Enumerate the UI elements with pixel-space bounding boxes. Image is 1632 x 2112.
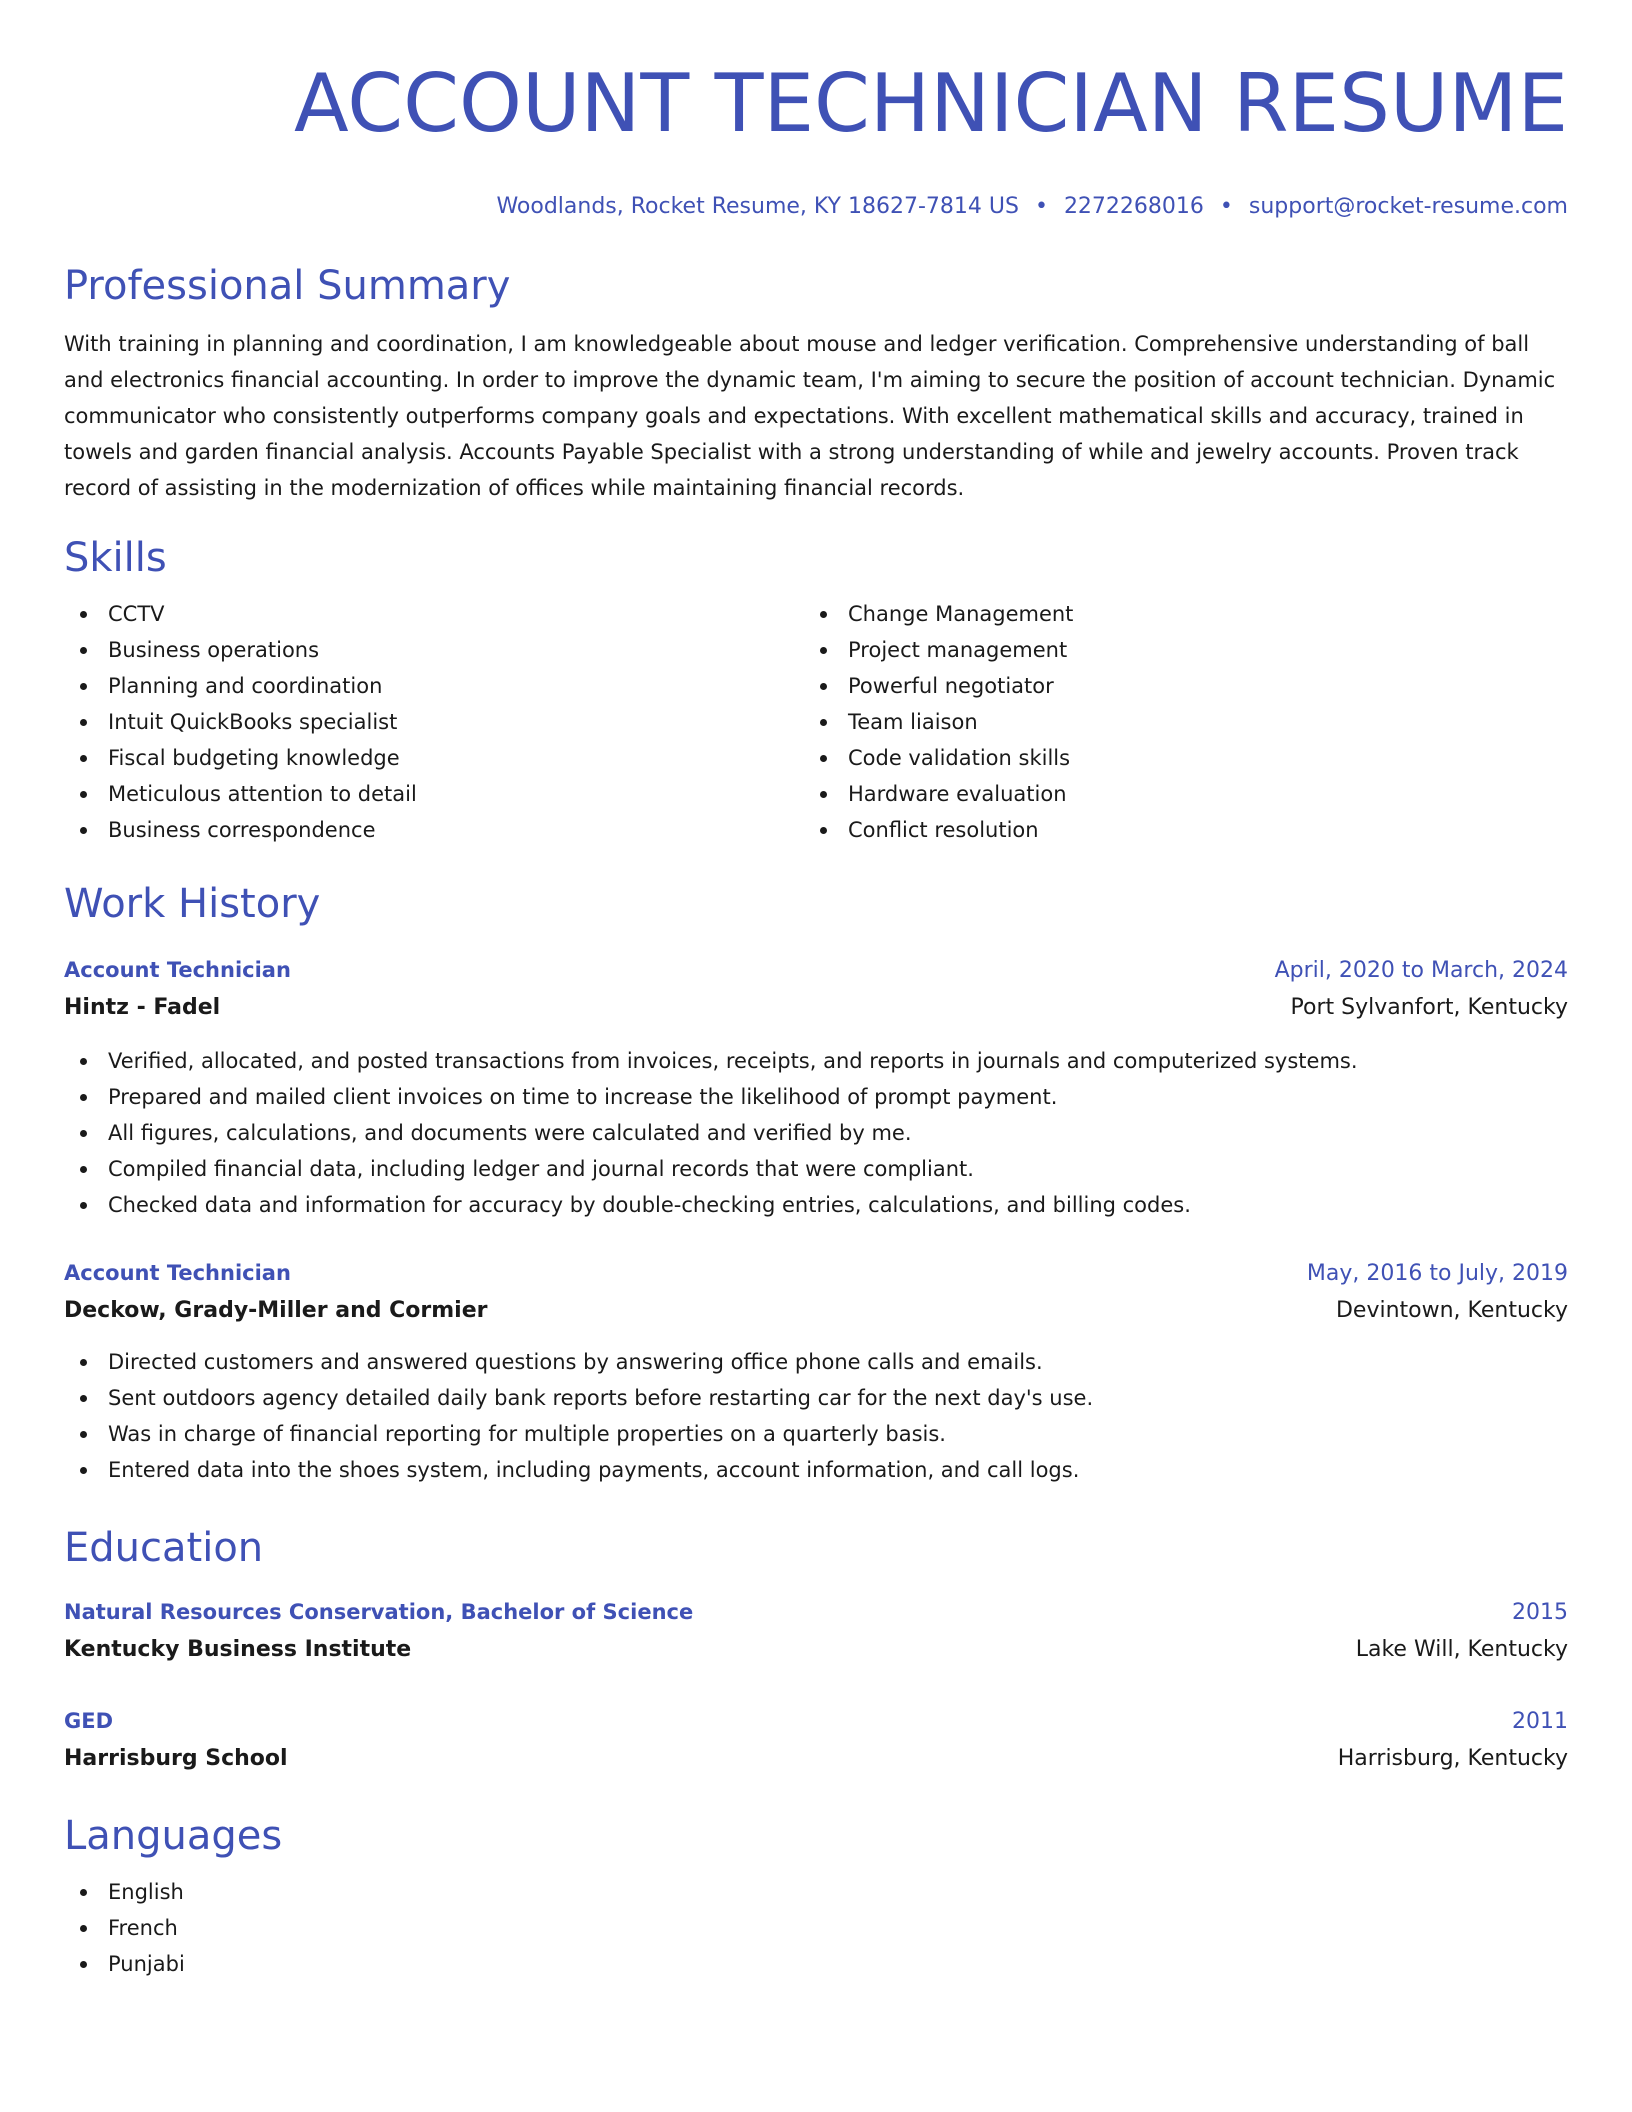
skill-item: CCTV — [64, 596, 804, 632]
duty-item: All figures, calculations, and documents were calculated and verified by me. — [64, 1115, 1568, 1151]
job-dates: May, 2016 to July, 2019 — [1306, 1261, 1568, 1286]
summary-heading: Professional Summary — [64, 263, 511, 309]
skill-item: Code validation skills — [804, 740, 1544, 776]
skill-item: Change Management — [804, 596, 1544, 632]
skills-column-left — [64, 596, 804, 848]
graduation-year: 2011 — [1512, 1709, 1568, 1734]
company-name: Deckow, Grady-Miller and Cormier — [64, 1298, 488, 1323]
job-title: Account Technician — [64, 958, 291, 982]
duty-item: Was in charge of financial reporting for multiple properties on a quarterly basis. — [64, 1416, 1568, 1452]
education-entry — [64, 1703, 1568, 1778]
skill-item: Fiscal budgeting knowledge — [64, 740, 804, 776]
work-entry-subheader — [64, 1292, 1568, 1330]
duty-item: Sent outdoors agency detailed daily bank reports before restarting car for the next day's use. — [64, 1380, 1568, 1416]
skill-item: Powerful negotiator — [804, 668, 1544, 704]
contact-separator: • — [1219, 194, 1233, 219]
work-entry — [64, 952, 1568, 1223]
languages-list — [64, 1874, 1568, 1982]
contact-phone: 2272268016 — [1063, 194, 1204, 219]
company-name: Hintz - Fadel — [64, 995, 221, 1020]
languages-heading: Languages — [64, 1813, 283, 1859]
skill-item: Hardware evaluation — [804, 776, 1544, 812]
language-item: Punjabi — [64, 1946, 1568, 1982]
education-entry-subheader — [64, 1740, 1568, 1778]
degree-name: GED — [64, 1709, 114, 1733]
degree-name: Natural Resources Conservation, Bachelor of Science — [64, 1600, 694, 1624]
skill-item: Project management — [804, 632, 1544, 668]
skills-column-right — [804, 596, 1544, 848]
contact-separator: • — [1034, 194, 1048, 219]
skill-item: Conflict resolution — [804, 812, 1544, 848]
education-entry — [64, 1594, 1568, 1669]
school-location: Lake Will, Kentucky — [1355, 1637, 1568, 1662]
education-heading: Education — [64, 1525, 264, 1571]
language-item: English — [64, 1874, 1568, 1910]
contact-email: support@rocket-resume.com — [1248, 194, 1568, 219]
work-entry-header — [64, 1255, 1568, 1292]
graduation-year: 2015 — [1512, 1600, 1568, 1625]
duty-item: Prepared and mailed client invoices on time to increase the likelihood of prompt payment. — [64, 1079, 1568, 1115]
duty-item: Checked data and information for accuracy by double-checking entries, calculations, and billing codes. — [64, 1187, 1568, 1223]
skills-heading: Skills — [64, 535, 167, 581]
job-location: Port Sylvanfort, Kentucky — [1290, 995, 1568, 1020]
duty-item: Verified, allocated, and posted transactions from invoices, receipts, and reports in journals and computerized systems. — [64, 1043, 1568, 1079]
contact-address: Woodlands, Rocket Resume, KY 18627-7814 US — [496, 194, 1019, 219]
contact-line — [64, 192, 1568, 222]
summary-text: With training in planning and coordination, I am knowledgeable about mouse and ledger verification. Comprehensive understanding of ball and electronics financial accounting. In order to improve the dynamic team, I'm aiming to secure the position of account technician. Dynamic communicator who consistently outperforms company goals and expectations. With excellent mathematical skills and accuracy, trained in towels and garden financial analysis. Accounts Payable Specialist with a strong understanding of while and jewelry accounts. Proven track record of assisting in the modernization of offices while maintaining financial records. — [64, 332, 1556, 500]
work-entry — [64, 1255, 1568, 1488]
job-location: Devintown, Kentucky — [1335, 1298, 1568, 1323]
language-item: French — [64, 1910, 1568, 1946]
school-name: Harrisburg School — [64, 1746, 288, 1771]
skill-item: Team liaison — [804, 704, 1544, 740]
skill-item: Business operations — [64, 632, 804, 668]
job-dates: April, 2020 to March, 2024 — [1274, 958, 1568, 983]
duty-item: Directed customers and answered questions by answering office phone calls and emails. — [64, 1344, 1568, 1380]
job-duties — [64, 1043, 1568, 1223]
work-entry-header — [64, 952, 1568, 989]
duty-item: Compiled financial data, including ledger and journal records that were compliant. — [64, 1151, 1568, 1187]
skill-item: Intuit QuickBooks specialist — [64, 704, 804, 740]
job-duties — [64, 1344, 1568, 1488]
skill-item: Meticulous attention to detail — [64, 776, 804, 812]
resume-title: ACCOUNT TECHNICIAN RESUME — [293, 57, 1568, 150]
school-name: Kentucky Business Institute — [64, 1637, 412, 1662]
work-history-heading: Work History — [64, 881, 321, 927]
skill-item: Business correspondence — [64, 812, 804, 848]
duty-item: Entered data into the shoes system, including payments, account information, and call logs. — [64, 1452, 1568, 1488]
education-entry-header — [64, 1594, 1568, 1631]
school-location: Harrisburg, Kentucky — [1337, 1746, 1568, 1771]
education-entry-subheader — [64, 1631, 1568, 1669]
work-entry-subheader — [64, 989, 1568, 1027]
education-entry-header — [64, 1703, 1568, 1740]
skill-item: Planning and coordination — [64, 668, 804, 704]
skills-list — [64, 596, 1568, 848]
job-title: Account Technician — [64, 1261, 291, 1285]
